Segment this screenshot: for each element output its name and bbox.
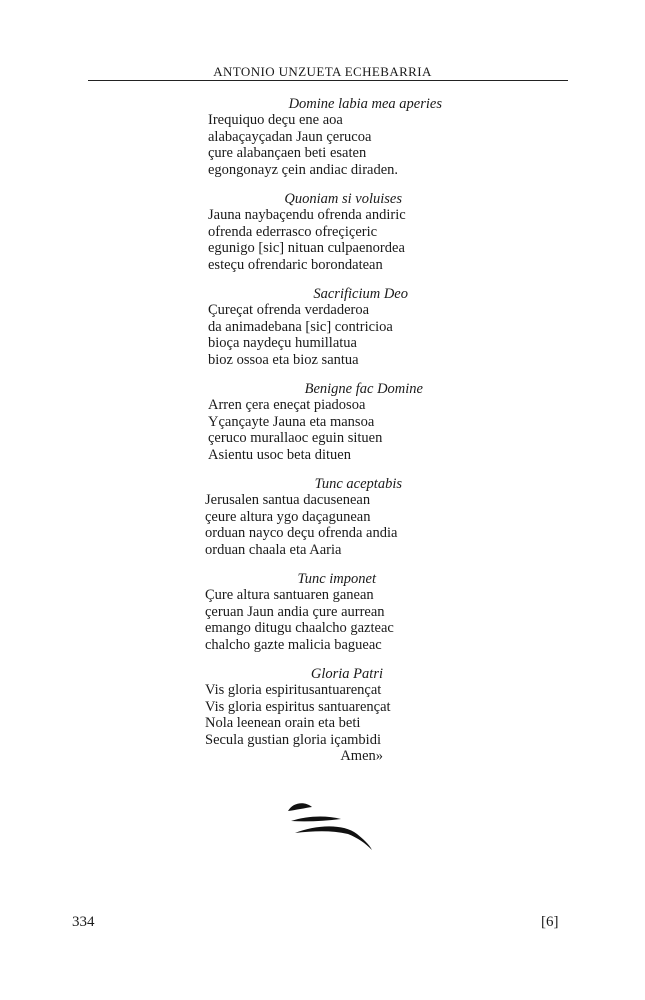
verse-line: emango ditugu chaalcho gazteac <box>205 620 394 636</box>
verse-line: Çureçat ofrenda verdaderoa <box>208 302 370 318</box>
verse-line: da animadebana [sic] contricioa <box>208 318 393 335</box>
verse-line: orduan nayco deçu ofrenda andia <box>205 525 398 541</box>
verse-line: Asientu usoc beta dituen <box>208 446 351 463</box>
stanza-heading: Gloria Patri <box>310 666 383 682</box>
verse-line: orduan chaala eta Aaria <box>205 541 342 558</box>
verse-line: alabaçayçadan Jaun çerucoa <box>208 128 372 145</box>
verse-line: egunigo [sic] nituan culpaenordea <box>208 240 405 256</box>
verse-line: ofrenda ederrasco ofreçiçeric <box>208 223 378 240</box>
verse-line: Irequiquo deçu ene aoa <box>208 112 343 128</box>
verse-line: çeruco murallaoc eguin situen <box>208 430 383 446</box>
verse-line: Arren çera eneçat piadosoa <box>208 397 366 413</box>
verse-line: çure alabançaen beti esaten <box>208 145 367 161</box>
verse-line: Vis gloria espiritus santuarençat <box>205 698 391 715</box>
verse-line: Yçançayte Jauna eta mansoa <box>208 413 375 430</box>
verse-line: egongonayz çein andiac diraden. <box>208 161 399 178</box>
stanza-heading: Sacrificium Deo <box>313 286 408 302</box>
stanza-heading: Tunc aceptabis <box>314 476 402 492</box>
ornament-flourish-icon <box>285 798 375 858</box>
header-rule <box>88 80 568 81</box>
stanza-heading: Tunc imponet <box>297 571 376 587</box>
section-marker: [6] <box>541 914 559 930</box>
closing-amen: Amen» <box>340 748 383 764</box>
stanza-heading: Domine labia mea aperies <box>288 96 442 112</box>
verse-line: Secula gustian gloria içambidi <box>205 731 381 748</box>
stanza-heading: Quoniam si voluises <box>284 191 402 207</box>
verse-line: bioça naydeçu humillatua <box>208 335 357 351</box>
verse-line: Çure altura santuaren ganean <box>205 587 374 603</box>
verse-line: Vis gloria espiritusantuarençat <box>205 682 382 698</box>
verse-line: Jauna naybaçendu ofrenda andiric <box>208 207 406 223</box>
stanza-heading: Benigne fac Domine <box>304 381 423 397</box>
verse-line: bioz ossoa eta bioz santua <box>208 351 359 368</box>
verse-line: Jerusalen santua dacusenean <box>205 492 371 508</box>
verse-line: çeruan Jaun andia çure aurrean <box>205 603 385 620</box>
verse-line: Nola leenean orain eta beti <box>205 715 361 731</box>
page-number: 334 <box>72 914 95 930</box>
verse-line: chalcho gazte malicia bagueac <box>205 636 382 653</box>
verse-line: esteçu ofrendaric borondatean <box>208 256 383 273</box>
verse-line: çeure altura ygo daçagunean <box>205 508 371 525</box>
header-title: ANTONIO UNZUETA ECHEBARRIA <box>213 64 432 79</box>
